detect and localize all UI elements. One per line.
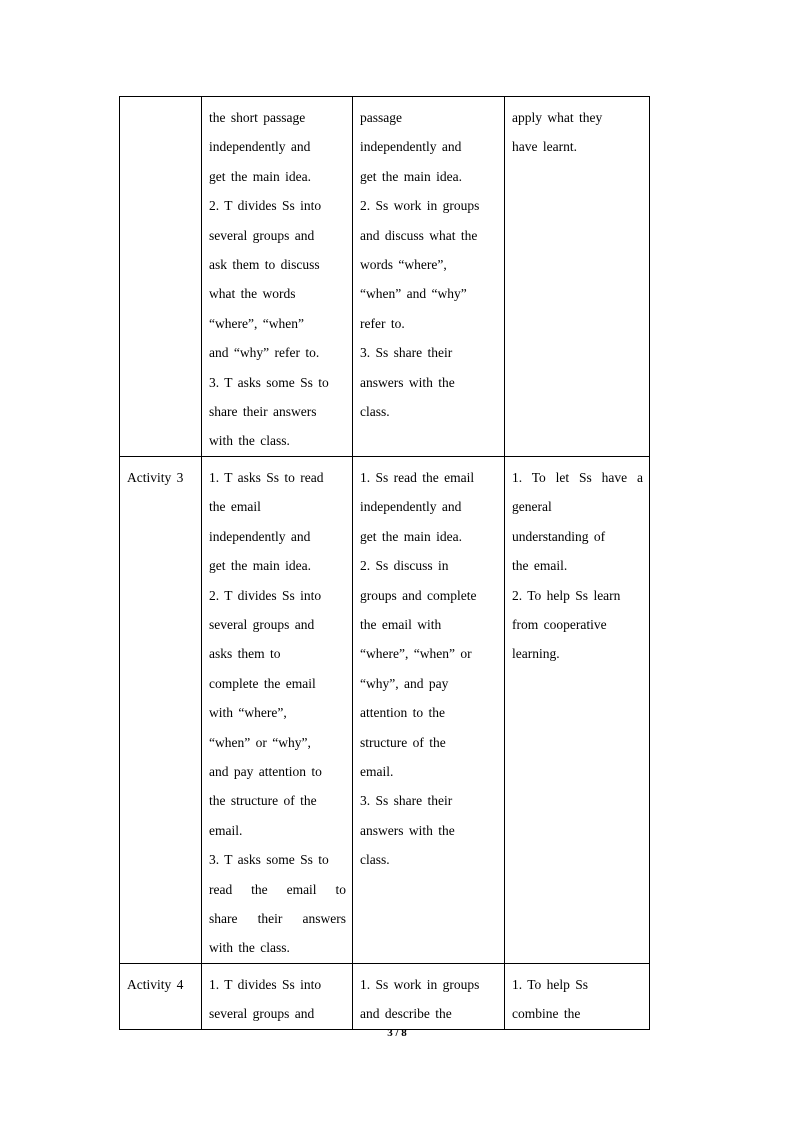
cell-students: [353, 456, 505, 963]
students-line: class.: [360, 852, 390, 868]
activity-label: Activity 3: [127, 469, 184, 485]
teacher-line: what the words: [209, 286, 296, 302]
table-row: [120, 456, 650, 963]
students-line: 3. Ss share their: [360, 345, 453, 361]
teacher-line: several groups and: [209, 1006, 315, 1022]
purpose-line: 1. To help Ss: [512, 976, 589, 992]
teacher-line: 3. T asks some Ss to: [209, 852, 329, 868]
cell-students: [353, 97, 505, 457]
students-line: class.: [360, 404, 390, 420]
teacher-line: with the class.: [209, 433, 290, 449]
table-row: [120, 963, 650, 1029]
students-line: get the main idea.: [360, 528, 462, 544]
cell-purpose: [505, 456, 650, 963]
purpose-line: general: [512, 499, 552, 515]
students-line: and describe the: [360, 1006, 452, 1022]
lesson-plan-table: [119, 96, 650, 1030]
cell-activity: [120, 97, 202, 457]
cell-students: [353, 963, 505, 1029]
students-line: “when” and “why”: [360, 286, 467, 302]
students-line: refer to.: [360, 315, 405, 331]
teacher-line: the email: [209, 499, 261, 515]
purpose-line: 1. To let Ss have a: [512, 469, 643, 485]
purpose-line: have learnt.: [512, 139, 577, 155]
table-body: [120, 97, 650, 1030]
students-line: words “where”,: [360, 257, 447, 273]
students-line: “where”, “when” or: [360, 646, 472, 662]
teacher-line: asks them to: [209, 646, 281, 662]
cell-purpose: [505, 97, 650, 457]
cell-purpose: [505, 963, 650, 1029]
students-line: groups and complete: [360, 587, 477, 603]
teacher-line: get the main idea.: [209, 558, 311, 574]
students-line: attention to the: [360, 705, 445, 721]
purpose-line: 2. To help Ss learn: [512, 587, 621, 603]
teacher-line: “where”, “when”: [209, 315, 304, 331]
cell-teacher: [202, 97, 353, 457]
students-line: 2. Ss discuss in: [360, 558, 449, 574]
teacher-line: the short passage: [209, 110, 306, 125]
activity-label: Activity 4: [127, 976, 184, 992]
teacher-line: share their answers: [209, 910, 346, 926]
students-line: 1. Ss work in groups: [360, 976, 480, 992]
students-line: structure of the: [360, 734, 446, 750]
table-row: [120, 97, 650, 457]
purpose-line: from cooperative: [512, 616, 607, 632]
cell-teacher: [202, 456, 353, 963]
teacher-line: get the main idea.: [209, 168, 311, 184]
students-line: answers with the: [360, 822, 455, 838]
purpose-line: the email.: [512, 558, 568, 574]
teacher-line: independently and: [209, 139, 311, 155]
teacher-line: several groups and: [209, 227, 315, 243]
teacher-line: 2. T divides Ss into: [209, 587, 322, 603]
students-line: 1. Ss read the email: [360, 469, 475, 485]
teacher-line: 2. T divides Ss into: [209, 198, 322, 214]
purpose-line: apply what they: [512, 110, 603, 125]
teacher-line: complete the email: [209, 675, 316, 691]
students-line: answers with the: [360, 374, 455, 390]
students-line: the email with: [360, 616, 442, 632]
purpose-line: combine the: [512, 1006, 581, 1022]
teacher-line: share their answers: [209, 404, 317, 420]
students-line: “why”, and pay: [360, 675, 449, 691]
teacher-line: 3. T asks some Ss to: [209, 374, 329, 390]
students-line: independently and: [360, 499, 462, 515]
purpose-line: learning.: [512, 646, 560, 662]
students-line: passage: [360, 110, 402, 125]
teacher-line: ask them to discuss: [209, 257, 320, 273]
teacher-line: the structure of the: [209, 793, 317, 809]
purpose-line: understanding of: [512, 528, 606, 544]
teacher-line: several groups and: [209, 616, 315, 632]
teacher-line: 1. T divides Ss into: [209, 976, 322, 992]
cell-teacher: [202, 963, 353, 1029]
teacher-line: “when” or “why”,: [209, 734, 311, 750]
teacher-line: email.: [209, 822, 243, 838]
students-line: email.: [360, 763, 394, 779]
page-number: 3 / 8: [387, 1027, 407, 1039]
students-line: 3. Ss share their: [360, 793, 453, 809]
students-line: and discuss what the: [360, 227, 478, 243]
students-line: get the main idea.: [360, 168, 462, 184]
cell-activity: [120, 456, 202, 963]
teacher-line: and pay attention to: [209, 763, 322, 779]
teacher-line: 1. T asks Ss to read: [209, 469, 324, 485]
students-line: 2. Ss work in groups: [360, 198, 480, 214]
cell-activity: [120, 963, 202, 1029]
teacher-line: and “why” refer to.: [209, 345, 320, 361]
students-line: independently and: [360, 139, 462, 155]
teacher-line: with “where”,: [209, 705, 287, 721]
teacher-line: read the email to: [209, 881, 346, 897]
teacher-line: with the class.: [209, 940, 290, 956]
teacher-line: independently and: [209, 528, 311, 544]
